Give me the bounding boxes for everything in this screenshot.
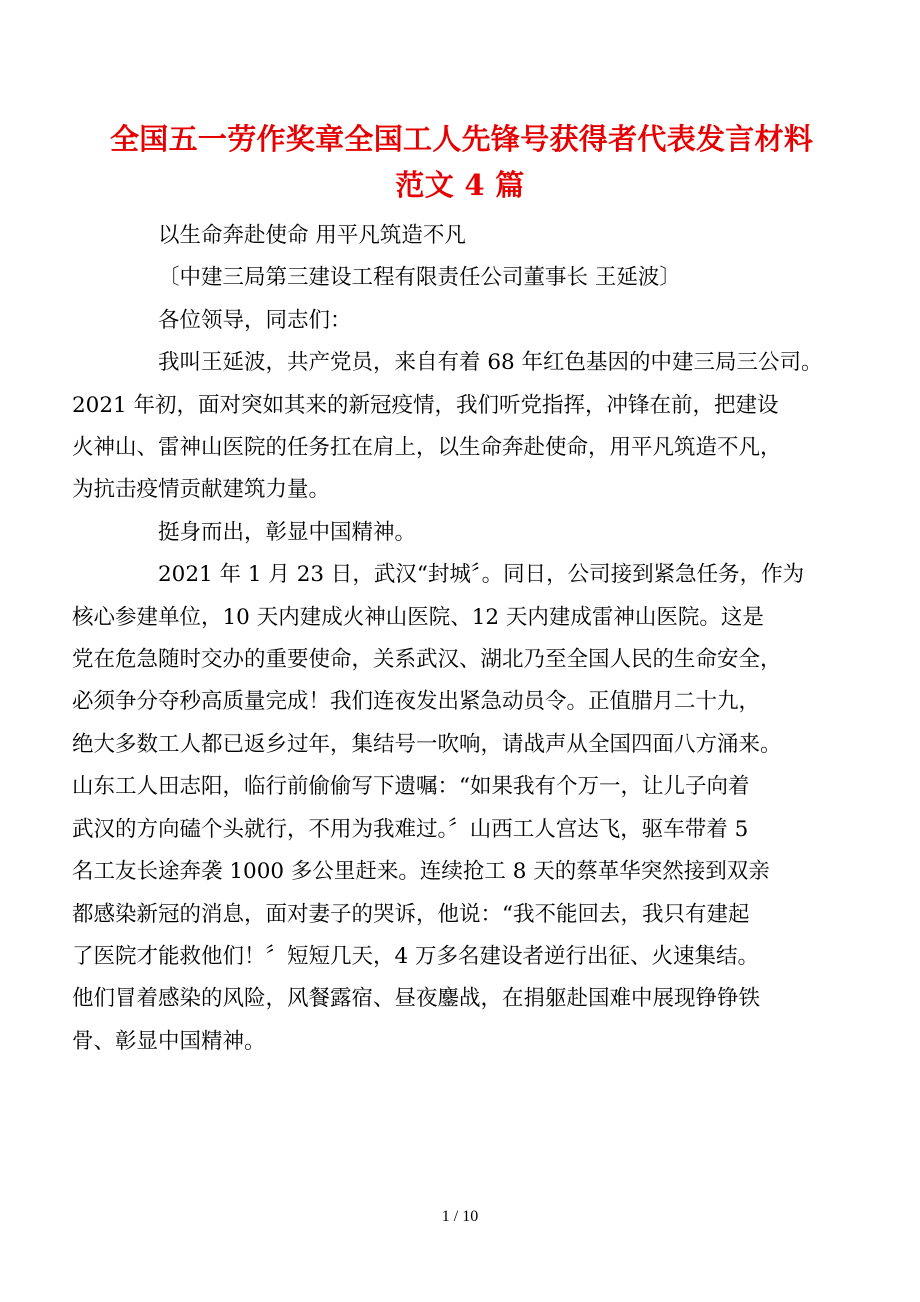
paragraph-line: 2021 年 1 月 23 日，武汉“封城〞。同日，公司接到紧急任务，作为 — [158, 562, 805, 588]
paragraph — [72, 342, 823, 512]
paragraph-line: 火神山、雷神山医院的任务扛在肩上，以生命奔赴使命，用平凡筑造不凡， — [72, 435, 782, 461]
page-number: 1 / 10 — [441, 1208, 479, 1225]
paragraph-line: 为抗击疫情贡献建筑力量。 — [72, 477, 331, 503]
paragraph-line: 我叫王延波，共产党员，来自有着 68 年红色基因的中建三局三公司。 — [158, 350, 823, 376]
paragraph-line: 名工友长途奔袭 1000 多公里赶来。连续抢工 8 天的蔡革华突然接到双亲 — [72, 859, 770, 885]
paragraph — [72, 554, 805, 1063]
document-title — [110, 116, 814, 208]
paragraph-line: 武汉的方向磕个头就行，不用为我难过。〞山西工人宫达飞，驱车带着 5 — [72, 816, 749, 842]
paragraph-line: 以生命奔赴使命 用平凡筑造不凡 — [158, 223, 466, 248]
paragraph-line: 骨、彰显中国精神。 — [72, 1028, 266, 1054]
paragraph — [115, 300, 805, 342]
paragraph — [115, 257, 805, 299]
paragraph-line: 核心参建单位，10 天内建成火神山医院、12 天内建成雷神山医院。这是 — [72, 604, 764, 630]
paragraph-line: 绝大多数工人都已返乡过年，集结号一吹响，请战声从全国四面八方涌来。 — [72, 731, 782, 757]
paragraph-line: 挺身而出，彰显中国精神。 — [158, 519, 417, 545]
paragraph-line: 各位领导，同志们： — [158, 307, 352, 333]
paragraph-line: 了医院才能救他们！〞短短几天，4 万多名建设者逆行出征、火速集结。 — [72, 943, 760, 969]
paragraph-line: 〔中建三局第三建设工程有限责任公司董事长 王延波〕 — [158, 265, 681, 291]
paragraph-line: 山东工人田志阳，临行前偷偷写下遗嘱：“如果我有个万一，让儿子向着 — [72, 774, 750, 800]
title-line: 全国五一劳作奖章全国工人先锋号获得者代表发言材料 — [110, 122, 814, 156]
title-line: 范文 4 篇 — [395, 168, 525, 202]
paragraph — [115, 215, 805, 257]
paragraph-line: 必须争分夺秒高质量完成！我们连夜发出紧急动员令。正值腊月二十九， — [72, 689, 761, 715]
paragraph-line: 党在危急随时交办的重要使命，关系武汉、湖北乃至全国人民的生命安全， — [72, 647, 782, 673]
document-body — [72, 215, 823, 1063]
paragraph-line: 2021 年初，面对突如其来的新冠疫情，我们听党指挥，冲锋在前，把建设 — [72, 392, 779, 418]
paragraph-line: 他们冒着感染的风险，风餐露宿、昼夜鏖战，在捐躯赴国难中展现铮铮铁 — [72, 986, 761, 1012]
paragraph — [115, 512, 805, 554]
paragraph-line: 都感染新冠的消息，面对妻子的哭诉，他说：“我不能回去，我只有建起 — [72, 901, 750, 927]
